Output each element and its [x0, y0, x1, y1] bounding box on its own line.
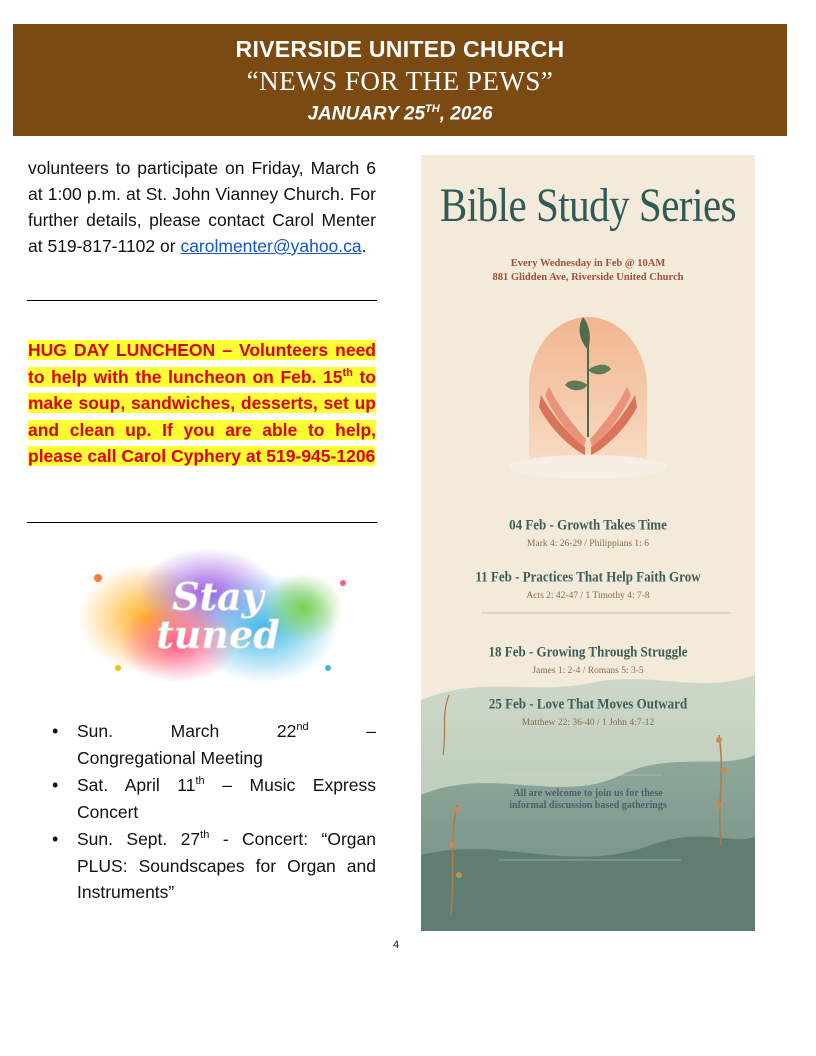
session-title: 11 Feb - Practices That Help Faith Grow — [475, 568, 701, 585]
poster-location: 881 Glidden Ave, Riverside United Church — [492, 272, 684, 283]
email-link[interactable]: carolmenter@yahoo.ca — [180, 236, 362, 256]
session-title: 18 Feb - Growing Through Struggle — [488, 643, 688, 660]
page-number: 4 — [393, 939, 400, 951]
stay-tuned-graphic — [58, 548, 378, 698]
list-item: • Sun. Sept. 27th - Concert: “Organ PLUS: Soundscapes for Organ and Instruments” — [50, 826, 376, 906]
divider — [27, 522, 377, 523]
session-verses: Acts 2: 42-47 / 1 Timothy 4: 7-8 — [526, 591, 650, 601]
bible-study-poster — [421, 155, 755, 931]
poster-title: Bible Study Series — [439, 178, 737, 232]
session-title: 04 Feb - Growth Takes Time — [509, 516, 667, 533]
poster-schedule: Every Wednesday in Feb @ 10AM — [510, 258, 666, 269]
newsletter-title: “NEWS FOR THE PEWS” — [246, 66, 554, 96]
divider — [27, 300, 377, 301]
issue-date: JANUARY 25TH, 2026 — [307, 103, 493, 125]
poster-footer: All are welcome to join us for these informal discussion based gatherings — [509, 788, 667, 811]
list-item: • Sat. April 11th – Music Express Concert — [50, 772, 376, 825]
session-verses: Mark 4: 26-29 / Philippians 1: 6 — [527, 539, 649, 549]
session-verses: James 1: 2-4 / Romans 5: 3-5 — [532, 666, 644, 676]
session-verses: Matthew 22: 36-40 / 1 John 4:7-12 — [521, 718, 655, 728]
hug-day-notice: HUG DAY LUNCHEON – Volunteers need to help with the luncheon on Feb. 15th to make soup, sandwiches, desserts, set up and clean up. If you are able to help, please call Carol Cyphery at 519-945-1206 — [28, 340, 376, 466]
volunteer-paragraph: volunteers to participate on Friday, March 6 at 1:00 p.m. at St. John Vianney Church. For further details, please contact Carol Menter at 519-817-1102 or carolmenter@yahoo.ca. — [28, 158, 376, 256]
list-item: • Sun. March 22nd – Congregational Meeting — [50, 718, 376, 771]
newsletter-banner — [13, 24, 787, 136]
session-title: 25 Feb - Love That Moves Outward — [488, 695, 688, 712]
upcoming-events-list — [50, 718, 376, 907]
stay-text: Stay — [172, 574, 264, 619]
tuned-text: tuned — [156, 612, 280, 657]
church-name: RIVERSIDE UNITED CHURCH — [235, 36, 565, 62]
